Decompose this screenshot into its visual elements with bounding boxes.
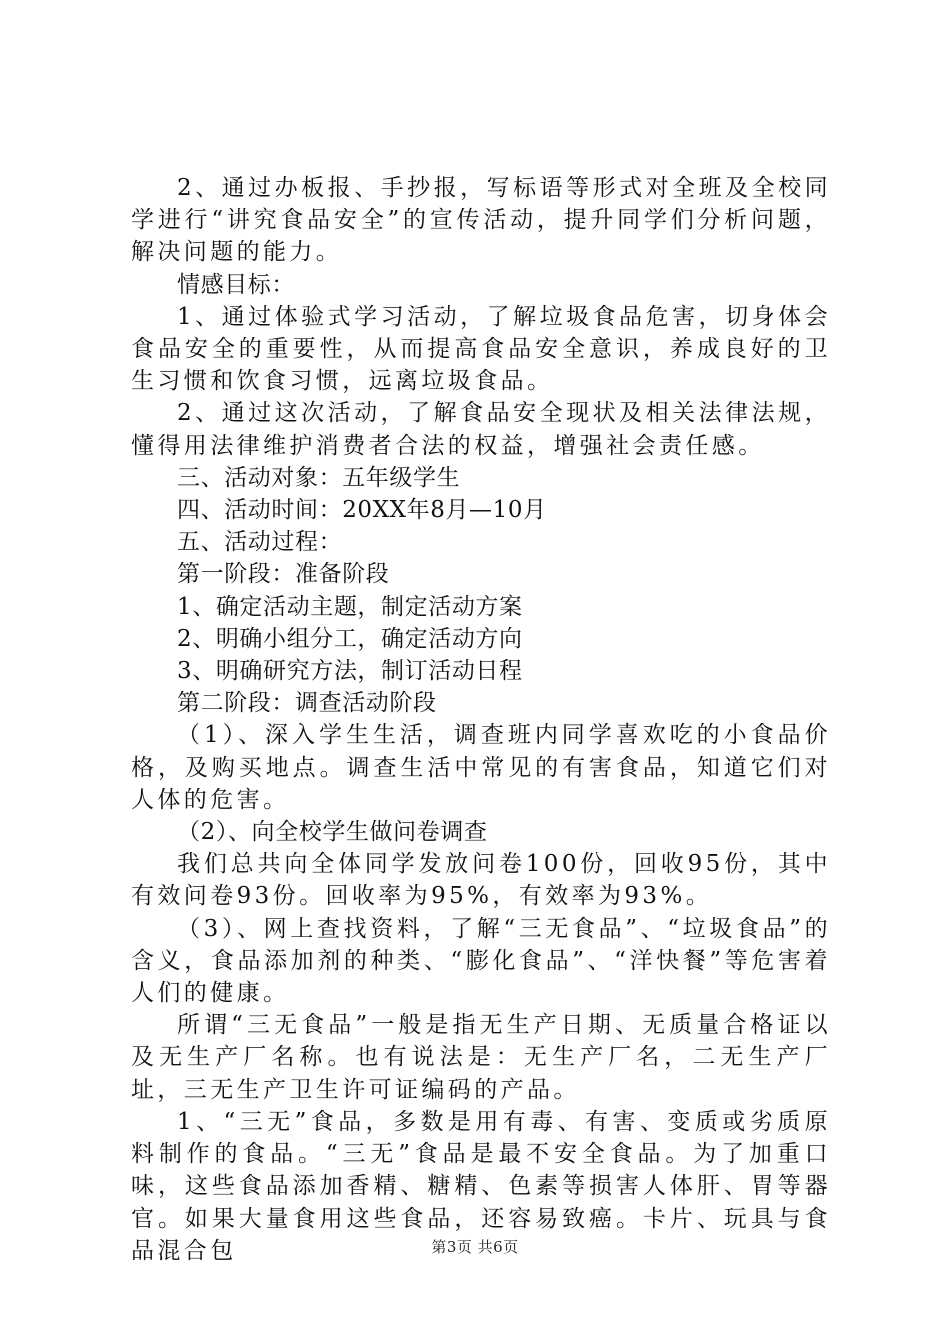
- paragraph: 情感目标：: [177, 271, 295, 298]
- page-footer: 第3页 共6页: [431, 1238, 519, 1256]
- paragraph: 3、明确研究方法，制订活动日程: [177, 658, 523, 685]
- paragraph: （3）、网上查找资料，了解“三无食品”、“垃圾食品”的含义，食品添加剂的种类、“膨化食品”、“洋快餐”等危害着人们的健康。: [131, 915, 831, 1007]
- paragraph: 四、活动时间：20XX年8月—10月: [177, 497, 547, 524]
- paragraph: 1、“三无”食品，多数是用有毒、有害、变质或劣质原料制作的食品。“三无”食品是最不安全食品。为了加重口味，这些食品添加香精、糖精、色素等损害人体肝、胃等器官。如果大量食用这些食品，还容易致癌。卡片、玩具与食品混合包: [131, 1108, 831, 1264]
- paragraph: 五、活动过程：: [177, 529, 343, 556]
- paragraph: （2）、向全校学生做问卷调查: [177, 819, 488, 846]
- paragraph: 1、通过体验式学习活动，了解垃圾食品危害，切身体会食品安全的重要性，从而提高食品安全意识，养成良好的卫生习惯和饮食习惯，远离垃圾食品。: [131, 303, 831, 395]
- paragraph: 2、通过办板报、手抄报，写标语等形式对全班及全校同学进行“讲究食品安全”的宣传活动，提升同学们分析问题，解决问题的能力。: [131, 175, 831, 266]
- paragraph: 1、确定活动主题，制定活动方案: [177, 593, 523, 620]
- paragraph: （1）、深入学生生活，调查班内同学喜欢吃的小食品价格，及购买地点。调查生活中常见的有害食品，知道它们对人体的危害。: [131, 722, 831, 813]
- document-body: [131, 172, 831, 1267]
- paragraph: 我们总共向全体同学发放问卷100份，回收95份，其中有效问卷93份。回收率为95%，有效率为93%。: [131, 851, 831, 910]
- paragraph: 第二阶段：调查活动阶段: [177, 690, 437, 717]
- paragraph: 三、活动对象：五年级学生: [177, 464, 461, 491]
- paragraph: 所谓“三无食品”一般是指无生产日期、无质量合格证以及无生产厂名称。也有说法是：无生产厂名，二无生产厂址，三无生产卫生许可证编码的产品。: [131, 1012, 831, 1103]
- paragraph: 2、明确小组分工，确定活动方向: [177, 625, 523, 652]
- paragraph: 2、通过这次活动，了解食品安全现状及相关法律法规，懂得用法律维护消费者合法的权益，增强社会责任感。: [131, 400, 831, 459]
- paragraph: 第一阶段：准备阶段: [177, 561, 390, 588]
